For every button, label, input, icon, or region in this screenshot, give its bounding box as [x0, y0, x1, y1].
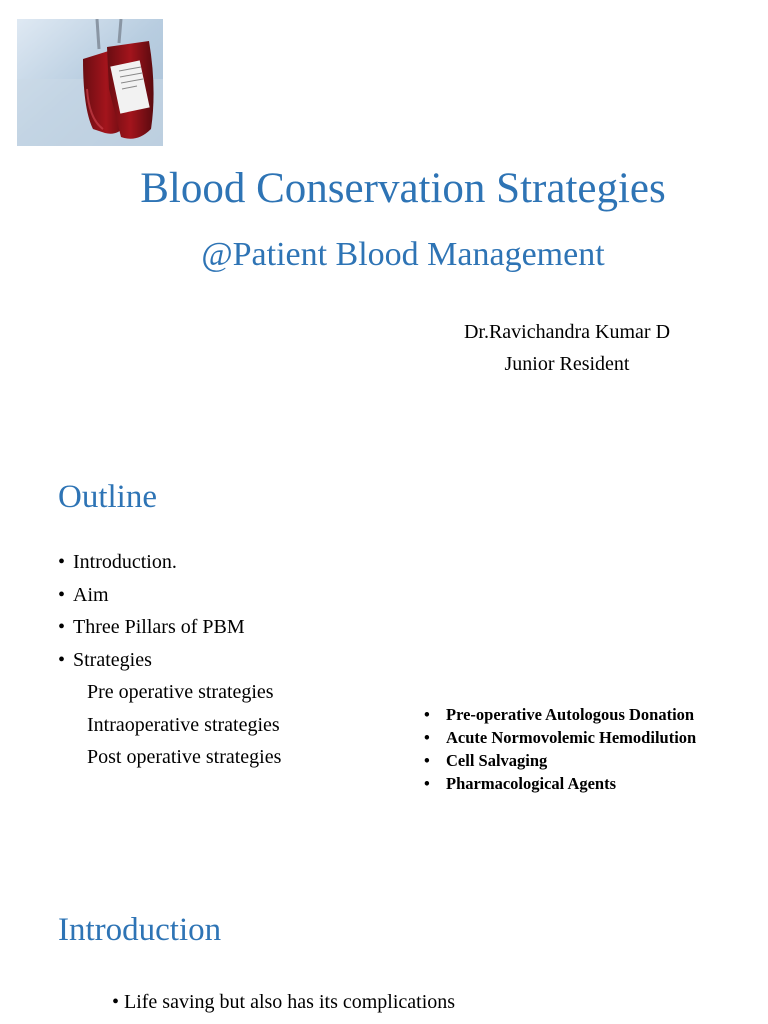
author-role: Junior Resident [504, 353, 630, 375]
slide-title: Blood Conservation Strategies [140, 165, 666, 212]
bullet-icon: • [424, 705, 430, 724]
outline-subitem-label: Intraoperative strategies [87, 713, 280, 736]
strategy-item [424, 772, 696, 795]
outline-item-label: Aim [73, 583, 109, 606]
outline-item [58, 611, 281, 644]
strategy-item [424, 703, 696, 726]
outline-subitem [58, 709, 281, 742]
strategy-list [424, 703, 696, 795]
outline-subitem-label: Pre operative strategies [87, 681, 274, 703]
outline-item-label: Strategies [73, 648, 152, 671]
strategy-item-label: Pre-operative Autologous Donation [446, 705, 695, 724]
bullet-icon: • [112, 991, 120, 1013]
outline-item [58, 644, 281, 677]
introduction-list [112, 986, 455, 1019]
author-block [430, 316, 704, 380]
bullet-icon: • [58, 648, 66, 671]
bullet-icon: • [58, 551, 66, 573]
author-name: Dr.Ravichandra Kumar D [463, 321, 671, 343]
bullet-icon: • [424, 774, 430, 793]
bullet-icon: • [424, 751, 430, 770]
outline-subitem [58, 741, 281, 774]
blood-bags-icon [17, 19, 163, 146]
outline-item-label: Introduction. [73, 551, 177, 573]
bullet-icon: • [58, 616, 66, 638]
strategy-item [424, 726, 696, 749]
slide-subtitle: @Patient Blood Management [201, 236, 605, 273]
outline-item [58, 546, 281, 579]
outline-heading: Outline [58, 479, 157, 515]
bullet-icon: • [58, 583, 66, 606]
outline-subitem [58, 676, 281, 709]
strategy-item [424, 749, 696, 772]
introduction-item-label: Life saving but also has its complications [124, 991, 456, 1013]
outline-item-label: Three Pillars of PBM [73, 616, 245, 638]
outline-list [58, 546, 281, 774]
strategy-item-label: Cell Salvaging [446, 751, 548, 770]
introduction-item [112, 986, 455, 1019]
introduction-heading: Introduction [58, 912, 222, 948]
blood-bags-image [17, 19, 163, 146]
outline-subitem-label: Post operative strategies [87, 746, 282, 768]
strategy-item-label: Acute Normovolemic Hemodilution [446, 728, 697, 747]
bullet-icon: • [424, 728, 430, 747]
strategy-item-label: Pharmacological Agents [446, 774, 617, 793]
outline-item [58, 579, 281, 612]
